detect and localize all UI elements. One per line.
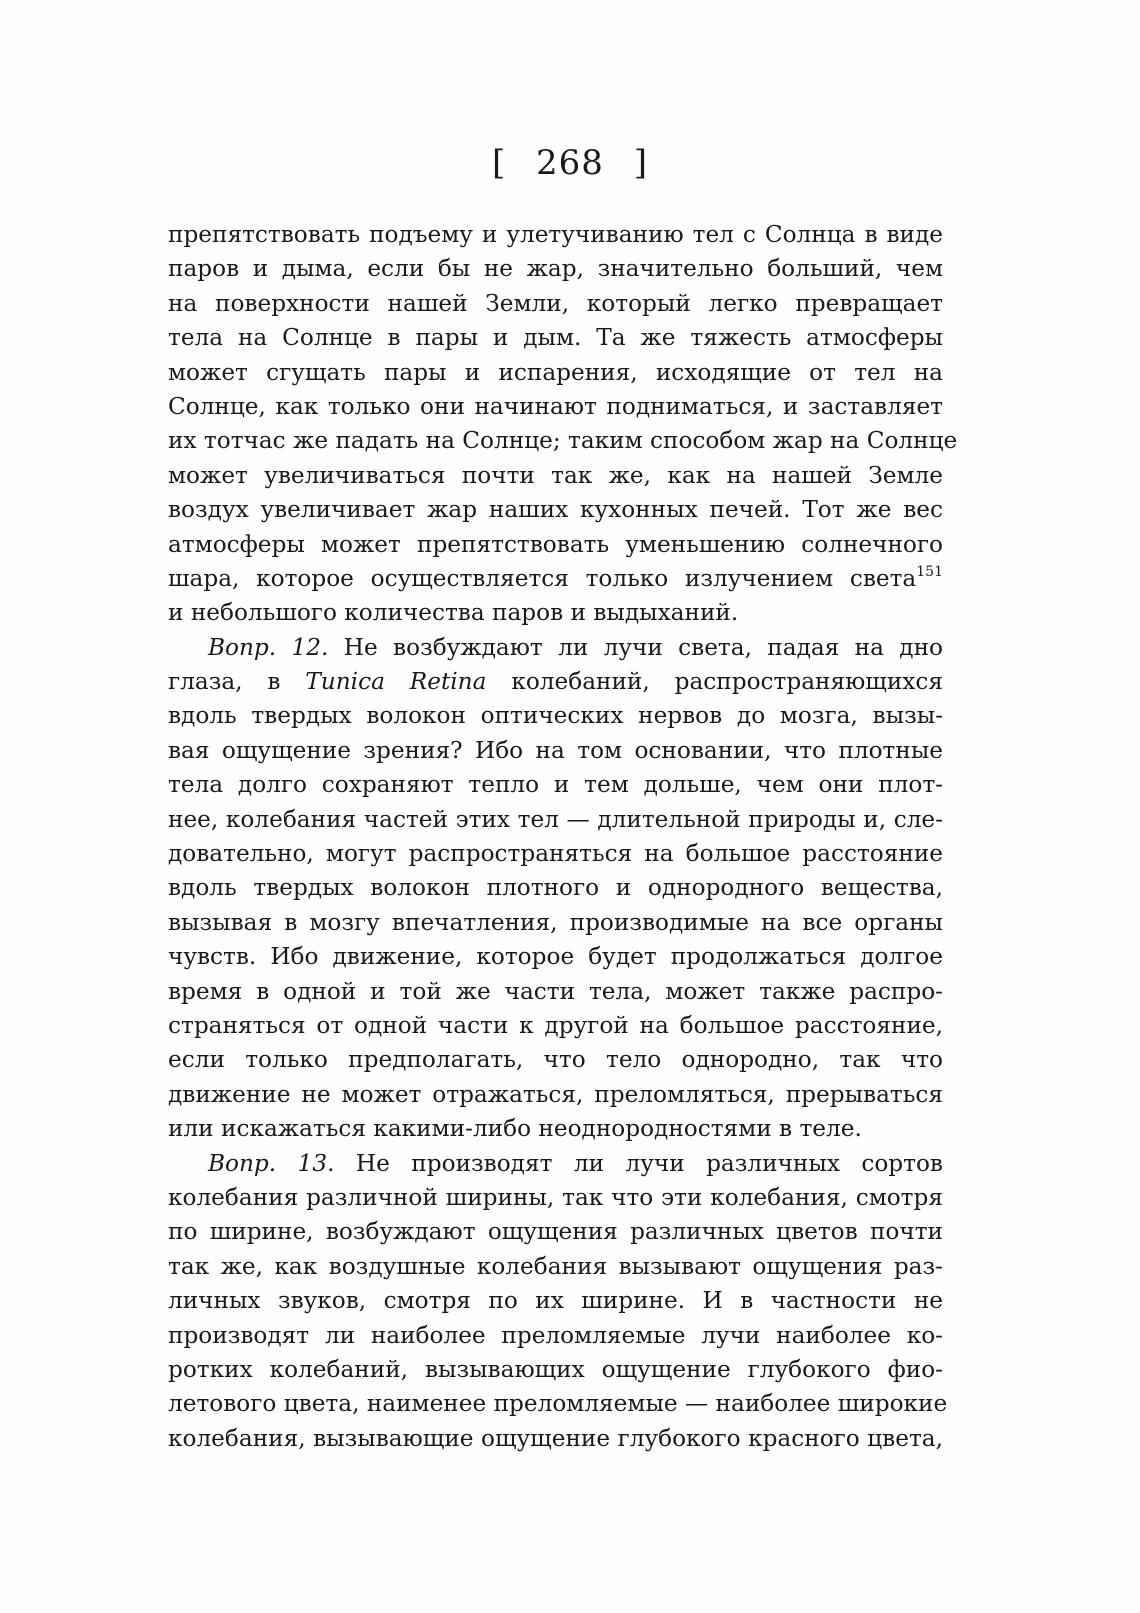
text-line: вая ощущение зрения? Ибо на том основании, что плотные [168,736,943,764]
text-line: летового цвета, наименее преломляемые — наиболее широкие [168,1390,948,1418]
text-line [168,631,943,665]
paragraph-question-13 [168,1147,948,1457]
text-line: так же, как воздушные колебания вызывают ощущения раз- [168,1252,943,1280]
text-line: колебания различной ширины, так что эти колебания, смотря [168,1183,943,1211]
text-segment: глаза, в [168,668,281,696]
text-line: на поверхности нашей Земли, который легко превращает [168,289,943,317]
text-line: личных звуков, смотря по их ширине. И в частности не [168,1287,943,1315]
question-label: Вопр. 12. [208,633,329,661]
text-line: Солнце, как только они начинают подниматься, и заставляет [168,392,943,420]
paragraph-question-12 [168,631,943,1147]
text-line: вдоль твердых волокон оптических нервов до мозга, вызы- [168,702,943,730]
text-line: довательно, могут распространяться на большое расстояние [168,840,943,868]
text-line: колебания, вызывающие ощущение глубокого красного цвета, [168,1424,943,1452]
text-line: их тотчас же падать на Солнце; таким способом жар на Солнце [168,427,958,455]
text-line: нее, колебания частей этих тел — длительной природы и, сле- [168,805,943,833]
text-line: может увеличиваться почти так же, как на нашей Земле [168,461,943,489]
text-line: паров и дыма, если бы не жар, значительно больший, чем [168,255,943,283]
text-line: тела на Солнце в пары и дым. Та же тяжесть атмосферы [168,324,943,352]
question-label: Вопр. 13. [208,1149,335,1177]
text-line [168,665,943,699]
text-segment: шара, которое осуществляется только излучением света [168,564,917,592]
text-segment: Не возбуждают ли лучи света, падая на дно [343,633,943,661]
page-number: [ 268 ] [491,143,649,183]
text-segment: колебаний, распространяющихся [511,668,943,696]
footnote-ref: 151 [916,563,943,580]
text-line: время в одной и той же части тела, может также распро- [168,977,943,1005]
text-segment: Не производят ли лучи различных сортов [355,1149,943,1177]
page-body [168,218,958,1456]
text-line: если только предполагать, что тело однородно, так что [168,1046,943,1074]
text-line: чувств. Ибо движение, которое будет продолжаться долгое [168,943,943,971]
text-line: может сгущать пары и испарения, исходящие от тел на [168,358,943,386]
text-line: по ширине, возбуждают ощущения различных цветов почти [168,1218,943,1246]
text-line: движение не может отражаться, преломляться, прерываться [168,1080,943,1108]
text-line: ротких колебаний, вызывающих ощущение глубокого фио- [168,1355,943,1383]
text-line: препятствовать подъему и улетучиванию тел с Солнца в виде [168,221,943,248]
text-line: вызывая в мозгу впечатления, производимые на все органы [168,908,943,936]
text-line: воздух увеличивает жар наших кухонных печей. Тот же вес [168,496,943,524]
latin-term: Tunica Retina [305,668,487,696]
text-line [168,562,943,596]
text-line: или искажаться какими-либо неоднородностями в теле. [168,1115,862,1143]
text-line [168,1147,943,1181]
text-line: производят ли наиболее преломляемые лучи наиболее ко- [168,1321,943,1349]
text-line: и небольшого количества паров и выдыханий. [168,599,739,627]
text-line: атмосферы может препятствовать уменьшению солнечного [168,530,943,558]
text-line: вдоль твердых волокон плотного и однородного вещества, [168,874,943,902]
text-line: тела долго сохраняют тепло и тем дольше, чем они плот- [168,771,943,799]
text-line: страняться от одной части к другой на большое расстояние, [168,1011,943,1039]
paragraph-continuation [168,218,958,631]
